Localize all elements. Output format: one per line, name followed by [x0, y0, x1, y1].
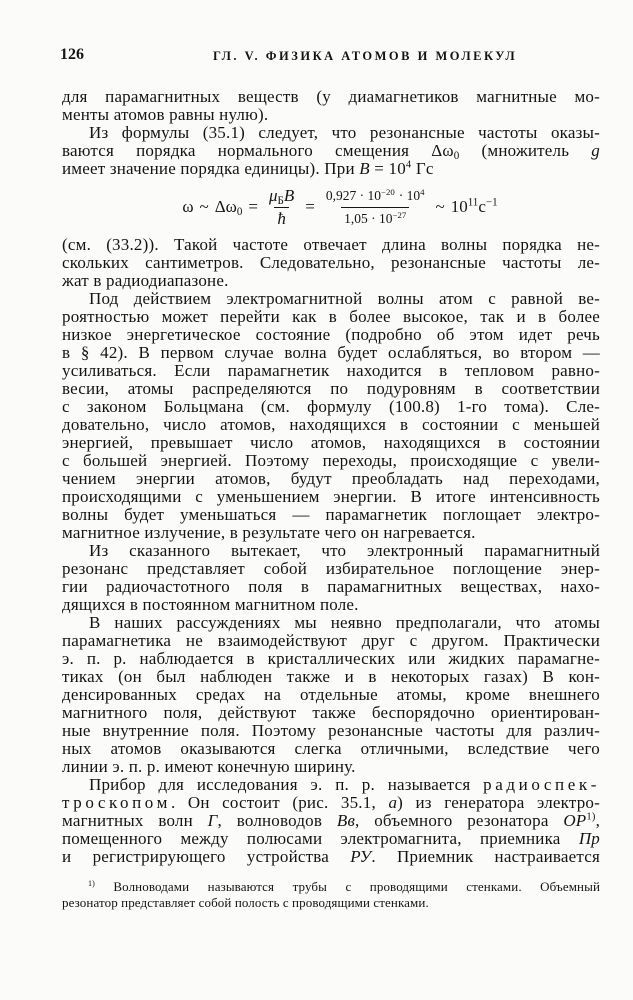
text-run: (см. (33.2)). Такой частоте отвечает длина волны порядка не-: [62, 235, 600, 254]
italic-symbol: Вв: [336, 811, 356, 830]
text-line: [62, 812, 600, 830]
text-run: гии радиочастотного поля в парамагнитных веществах, нахо-: [62, 577, 600, 596]
formula-exponent: −1: [485, 196, 498, 209]
text-run: с законом Больцмана (см. формулу (100.8) 1-го тома). Сле-: [62, 397, 600, 416]
text-line: [62, 326, 600, 344]
text-line: [62, 895, 600, 911]
text-line: [62, 344, 600, 362]
text-line: [62, 632, 600, 650]
paragraph: [62, 776, 600, 866]
text-run: = 10: [369, 159, 406, 178]
text-line: [62, 848, 600, 866]
italic-symbol: ОР: [563, 811, 587, 830]
text-run: и регистрирующего устройства: [62, 847, 351, 866]
italic-symbol: B: [359, 159, 370, 178]
fraction-numerator: [323, 187, 428, 207]
formula-fraction-numeric: [323, 187, 428, 228]
text-line: [62, 380, 600, 398]
text-run: денсированных средах на отдельные атомы, кроме внешнего: [62, 685, 600, 704]
text-line: [62, 236, 600, 254]
text-run: ) из генератора электро-: [397, 793, 600, 812]
italic-symbol: Пр: [578, 829, 600, 848]
text-run: в § 42). В первом случае волна будет ослабляться, во втором —: [62, 343, 600, 362]
italic-symbol: а: [388, 793, 398, 812]
text-line: [62, 124, 600, 142]
text-run: помещенного между полюсами электромагнита, приемника: [62, 829, 579, 848]
text-run: для парамагнитных веществ (у диамагнетиков магнитные мо-: [62, 87, 600, 106]
fraction-numerator: [266, 187, 297, 207]
text-run: Гс: [411, 159, 434, 178]
text-line: [62, 488, 600, 506]
formula-exponent: −20: [381, 186, 395, 197]
subscript: 0: [453, 149, 460, 162]
text-line: [62, 542, 600, 560]
formula-unit: с: [478, 197, 486, 216]
formula-rhs: [451, 197, 498, 217]
spaced-word: радиоспек-: [483, 775, 600, 794]
text-run: магнитного поля, действуют также беспорядочно ориентирован-: [62, 703, 600, 722]
superscript: 4: [405, 159, 412, 171]
text-run: , волноводов: [217, 811, 337, 830]
formula-number: 10: [450, 197, 468, 216]
formula-exponent: 11: [467, 196, 479, 209]
text-run: чением энергии атомов, будут преобладать над переходами,: [62, 469, 600, 488]
text-run: резонанс представляет собой избирательное поглощение энер-: [62, 559, 600, 578]
text-run: весии, атомы распределяются по подуровням в соответствии: [62, 379, 600, 398]
text-line: [62, 596, 600, 614]
formula-subscript: 0: [236, 205, 243, 218]
text-line: [62, 470, 600, 488]
text-run: магнитное излучение, в результате чего он нагревается.: [62, 523, 476, 542]
spaced-word: троскопом: [62, 793, 171, 812]
text-run: ваются порядка нормального смещения Δω: [62, 141, 454, 160]
text-run: менты атомов равны нулю).: [62, 105, 269, 124]
paragraph: [62, 236, 600, 290]
formula-equals: =: [305, 197, 315, 216]
text-line: [62, 614, 600, 632]
paragraph: [62, 124, 600, 178]
formula-number: 1,05 · 10: [344, 210, 393, 226]
text-run: В наших рассуждениях мы неявно предполагали, что атомы: [89, 613, 600, 632]
text-run: с большей энергией. Поэтому переходы, происходящие с увели-: [62, 451, 600, 470]
text-run: Из сказанного вытекает, что электронный парамагнитный: [89, 541, 600, 560]
text-line: [62, 434, 600, 452]
text-run: ,: [595, 811, 601, 830]
text-line: [62, 142, 600, 160]
text-line: [62, 308, 600, 326]
text-run: . Он состоит (рис. 35.1,: [170, 793, 389, 812]
formula-fraction-magneton: [266, 187, 297, 228]
display-formula: [62, 178, 600, 236]
text-line: [62, 106, 600, 124]
text-line: [62, 560, 600, 578]
paragraph: [62, 614, 600, 776]
text-run: энергией, превышает число атомов, находящихся в состоянии: [62, 433, 600, 452]
text-line: [62, 160, 600, 178]
text-run: линии э. п. р. имеют конечную ширину.: [62, 757, 356, 776]
formula-subscript: Б: [277, 194, 284, 207]
text-line: [62, 794, 600, 812]
text-line: [62, 776, 600, 794]
formula-sim: ~: [435, 197, 445, 216]
text-line: [62, 524, 600, 542]
text-line: [62, 578, 600, 596]
text-run: ные внутренние поля. Поэтому резонансные частоты для различ-: [62, 721, 600, 740]
text-run: дящихся в постоянном магнитном поле.: [62, 595, 359, 614]
text-run: э. п. р. наблюдается в кристаллических или жидких парамагне-: [62, 649, 600, 668]
text-run: волны будет уменьшаться — парамагнетик поглощает электро-: [62, 505, 600, 524]
text-line: [62, 362, 600, 380]
text-run: Под действием электромагнитной волны атом с равной ве-: [89, 289, 600, 308]
text-run: довательно, число атомов, находящихся в состоянии с меньшей: [62, 415, 600, 434]
text-run: резонатор представляет собой полость с проводящими стенками.: [62, 895, 429, 910]
text-run: скольких сантиметров. Следовательно, резонансные частоты ле-: [62, 253, 600, 272]
text-line: [62, 830, 600, 848]
text-run: усиливаться. Если парамагнетик находится в тепловом равно-: [62, 361, 600, 380]
text-line: [62, 452, 600, 470]
formula-field: B: [283, 185, 295, 205]
text-run: . Приемник настраивается: [371, 847, 601, 866]
formula-lhs: [182, 197, 242, 217]
text-run: магнитных волн: [62, 811, 208, 830]
text-line: [62, 416, 600, 434]
superscript: 1): [88, 879, 95, 889]
paragraph: [62, 88, 600, 124]
text-run: Прибор для исследования э. п. р. называется: [89, 775, 484, 794]
text-line: [62, 704, 600, 722]
formula-number: 0,927 · 10: [325, 187, 381, 203]
running-title: ГЛ. V. ФИЗИКА АТОМОВ И МОЛЕКУЛ: [213, 49, 518, 63]
text-line: [62, 88, 600, 106]
page-number: 126: [60, 46, 84, 63]
text-run: происходящими с уменьшением энергии. В итоге интенсивность: [62, 487, 600, 506]
text-run: имеет значение порядка единицы). При: [62, 159, 360, 178]
paragraph: [62, 542, 600, 614]
formula-number: · 10: [398, 187, 421, 203]
superscript: 1): [586, 811, 596, 823]
italic-symbol: РУ: [350, 847, 372, 866]
formula-delta-omega: Δω: [214, 197, 237, 216]
text-line: [62, 722, 600, 740]
text-line: [62, 290, 600, 308]
formula-mu: μ: [269, 185, 278, 205]
text-line: [62, 272, 600, 290]
italic-symbol: g: [591, 141, 600, 160]
text-run: ных атомов оказываются слегка отличными, вследствие чего: [62, 739, 600, 758]
text-line: [62, 686, 600, 704]
text-run: парамагнетика не взаимодействуют друг с другом. Практически: [62, 631, 600, 650]
footnote: [62, 879, 600, 911]
italic-symbol: Г: [207, 811, 218, 830]
text-line: [62, 650, 600, 668]
text-line: [62, 668, 600, 686]
paragraph: [62, 290, 600, 542]
text-line: [62, 506, 600, 524]
text-run: роятностью может перейти как в более высокое, так и в более: [62, 307, 600, 326]
fraction-denominator: ħ: [274, 207, 289, 228]
text-run: низкое энергетическое состояние (подробно об этом идет речь: [62, 325, 600, 344]
text-run: Волноводами называются трубы с проводящими стенками. Объемный: [94, 879, 600, 894]
formula-exponent: −27: [392, 209, 407, 220]
text-line: [62, 740, 600, 758]
formula-exponent: 4: [420, 186, 425, 197]
text-run: Из формулы (35.1) следует, что резонансные частоты оказы-: [89, 123, 600, 142]
formula-sim: ~: [199, 197, 209, 216]
text-run: тиках (он был наблюден также и в некоторых газах) В кон-: [62, 667, 600, 686]
text-line: [62, 398, 600, 416]
fraction-denominator: [341, 207, 409, 228]
text-line: [62, 879, 600, 895]
text-line: [62, 758, 600, 776]
formula-equals: =: [248, 197, 258, 216]
formula-omega: ω: [182, 197, 194, 216]
text-run: , объемного резонатора: [355, 811, 564, 830]
text-run: жат в радиодиапазоне.: [62, 271, 229, 290]
text-run: (множитель: [459, 141, 592, 160]
main-text: [62, 88, 600, 866]
text-line: [62, 254, 600, 272]
